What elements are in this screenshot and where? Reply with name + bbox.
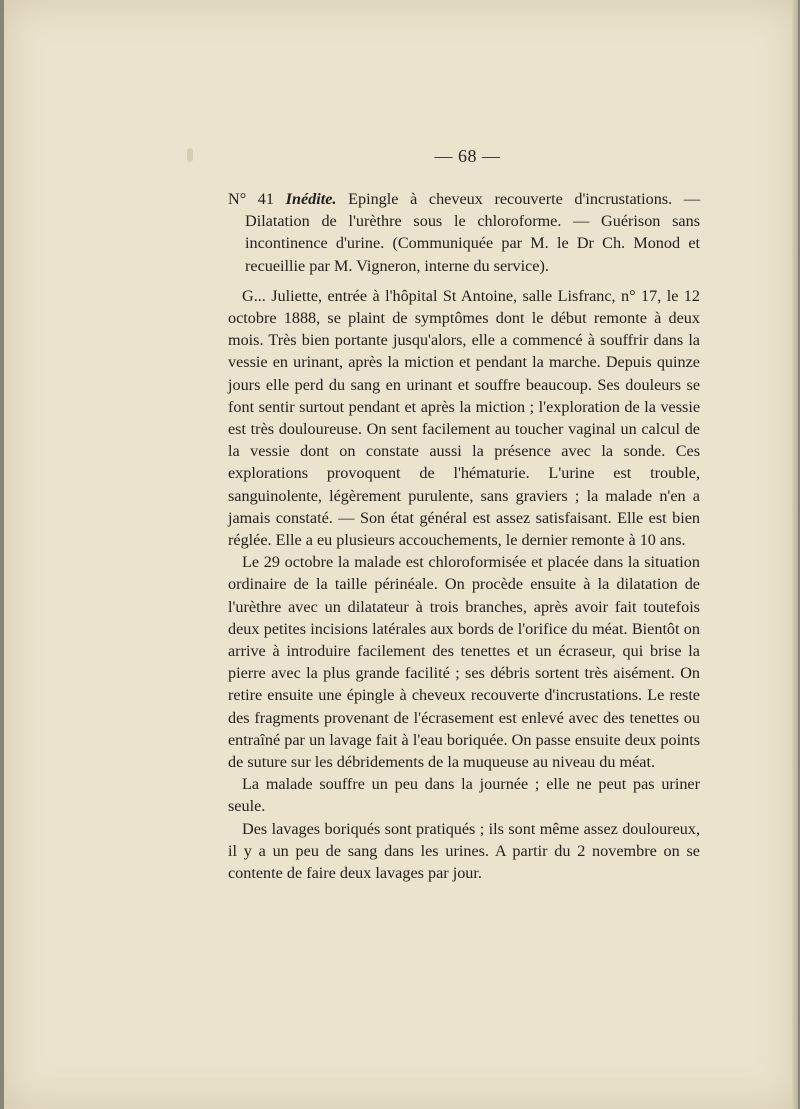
paragraph-lavages: Des lavages boriqués sont pratiqués ; ils sont même assez douloureux, il y a un peu de sang dans les urines. A partir du 2 novembre on se contente de faire deux lavages par jour. [228,819,700,883]
case-summary: Epingle à cheveux recouverte d'incrustations. — Dilatation de l'urèthre sous le chloroforme. — Guérison sans incontinence d'urine. (Communiquée par M. le Dr Ch. Monod et recueillie par M. Vigneron, interne du service). [245,190,701,275]
case-heading [228,188,700,277]
case-number: N° 41 [228,190,274,208]
paragraph-history: G... Juliette, entrée à l'hôpital St Antoine, salle Lisfranc, n° 17, le 12 octobre 1888, se plaint de symptômes dont le début remonte à deux mois. Très bien portante jusqu'alors, elle a commencé à souffrir dans la vessie en urinant, après la miction et pendant la marche. Depuis quinze jours elle perd du sang en urinant et souffre beaucoup. Ses douleurs se font sentir surtout pendant et après la miction ; l'exploration de la vessie est très douloureuse. On sent facilement au toucher vaginal un calcul de la vessie dont on constate aussi la présence avec la sonde. Ces explorations provoquent de l'hématurie. L'urine est trouble, sanguinolente, légèrement purulente, sans graviers ; la malade n'en a jamais constaté. — Son état général est assez satisfaisant. Elle est bien réglée. Elle a eu plusieurs accouchements, le dernier remonte à 10 ans. [228,286,700,550]
page-number: — 68 — [434,146,501,166]
paragraph-postop: La malade souffre un peu dans la journée ; elle ne peut pas uriner seule. [228,775,700,816]
paragraph-operation: Le 29 octobre la malade est chloroformisée et placée dans la situation ordinaire de la taille périnéale. On procède ensuite à la dilatation de l'urèthre avec un dilatateur à trois branches, après avoir fait toutefois deux petites incisions latérales aux bords de l'orifice du méat. Bientôt on arrive à introduire facilement des tenettes et un écraseur, qui brise la pierre avec la plus grande facilité ; ses débris sortent très aisément. On retire ensuite une épingle à cheveux recouverte d'incrustations. Le reste des fragments provenant de l'écrasement est enlevé avec des tenettes ou entraîné par un lavage fait à l'eau boriquée. On passe ensuite deux points de suture sur les débridements de la muqueuse au niveau du méat. [228,553,700,772]
page-body [228,188,700,884]
case-tag: Inédite. [285,190,337,208]
